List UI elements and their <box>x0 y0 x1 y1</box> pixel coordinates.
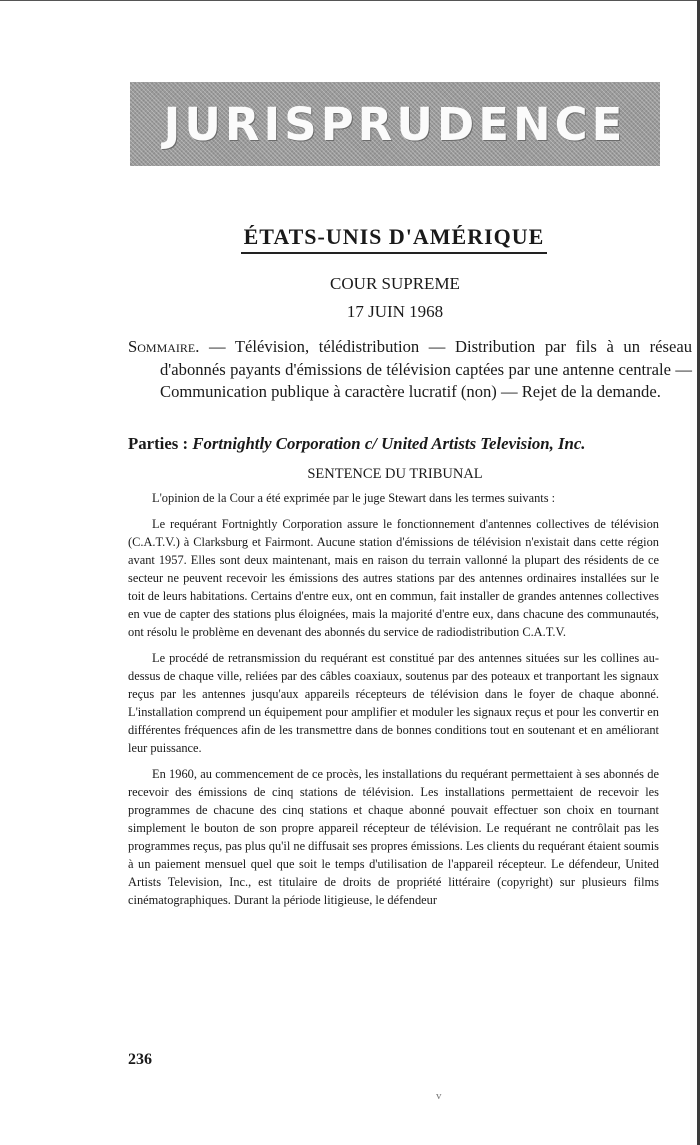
parties-line <box>128 434 660 454</box>
paragraph-intro: L'opinion de la Cour a été exprimée par le juge Stewart dans les termes suivants : <box>152 491 556 505</box>
judgment-body <box>128 489 659 917</box>
page-number: 236 <box>128 1051 152 1068</box>
paragraph-facts: Le requérant Fortnightly Corporation assure le fonctionnement d'antennes collectives de télévision (C.A.T.V.) à Clarksburg et Fairmont. Aucune station d'émissions de télévision n'existait dans cette région avant 1957. Elles sont deux maintenant, mais en raison du terrain vallonné la plupart des résidents de ce secteur ne peuvent recevoir les émissions des autres stations par des antennes ordinaires installées sur le toit de leurs habitations. Certains d'entre eux, ont en commun, fait installer de grandes antennes collectives en vue de capter des stations plus éloignées, mais la majorité d'entre eux, dans chacune des communautés, ont résolu le problème en devenant des abonnés du service de radiodistribution C.A.T.V. <box>128 517 659 639</box>
sentence-title: SENTENCE DU TRIBUNAL <box>307 466 483 482</box>
court-name: COUR SUPREME <box>330 274 460 293</box>
paragraph-history: En 1960, au commencement de ce procès, les installations du requérant permettaient à ses abonnés de recevoir des émissions de cinq stations de télévision. Les installations permettaient de recevoir les programmes de chacune des cinq stations et chaque abonné pouvait effectuer son choix en tournant simplement le bouton de son propre appareil récepteur de télévision. Le requérant ne contrôlait pas les programmes reçus, pas plus qu'il ne diffusait ses propres émissions. Les clients du requérant étaient soumis à un paiement mensuel quel que soit le temps d'utilisation de l'appareil récepteur. Le défendeur, United Artists Television, Inc., est titulaire de droits de propriété littéraire (copyright) sur plusieurs films cinématographiques. Durant la période litigieuse, le défendeur <box>128 767 659 907</box>
scan-speck: v <box>436 1090 442 1102</box>
judgment-date: 17 JUIN 1968 <box>346 302 444 321</box>
banner-title: JURISPRUDENCE <box>163 97 627 151</box>
country-heading: ÉTATS-UNIS D'AMÉRIQUE <box>241 224 547 254</box>
parties-label: Parties : <box>128 434 189 453</box>
summary-text: — Télévision, télédistribution — Distribution par fils à un réseau d'abonnés payants d'émissions de télévision captées par une antenne centrale — Communication publique à caractère lucratif (non) — Rejet de la demande. <box>160 337 692 401</box>
parties-names: Fortnightly Corporation c/ United Artists Television, Inc. <box>192 434 586 453</box>
paragraph-process: Le procédé de retransmission du requérant est constitué par des antennes situées sur les collines au-dessus de chaque ville, reliées par des câbles coaxiaux, soutenus par des poteaux et tranportant les signaux reçus par les antennes jusqu'aux appareils récepteurs de télévision dans le foyer de chaque abonné. L'installation comprend un équipement pour amplifier et moduler les signaux reçus et pour les convertir en différentes fréquences afin de les transmettre dans de bonnes conditions tout en soutenant et en améliorant leur puissance. <box>128 651 659 755</box>
summary-block <box>128 336 692 404</box>
section-banner <box>130 82 660 166</box>
summary-label: Sommaire. <box>128 337 200 356</box>
scan-edge-top <box>0 0 700 4</box>
